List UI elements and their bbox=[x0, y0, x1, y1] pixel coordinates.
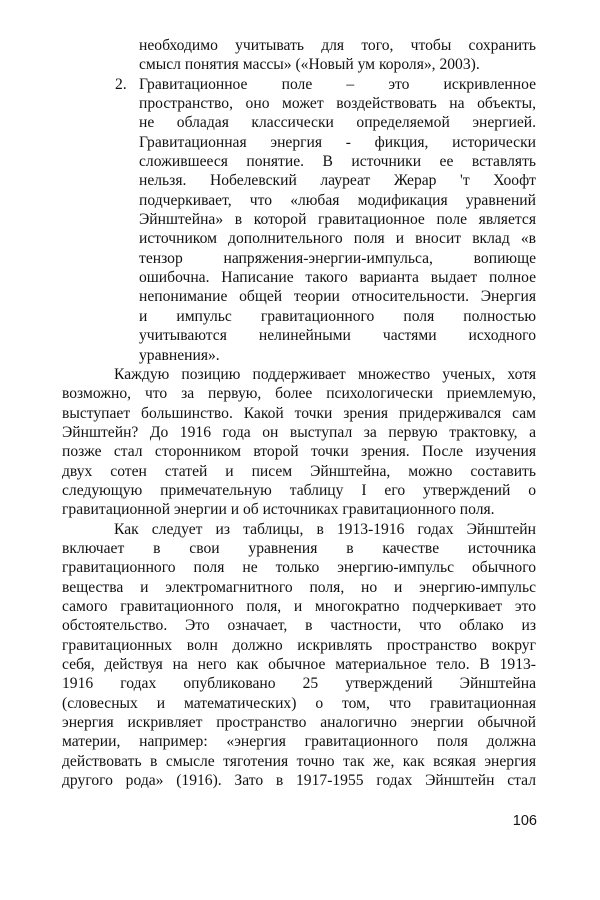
text-line: непонимание общей теории относительности. Энергия bbox=[139, 288, 536, 306]
text-line: энергия искривляет пространство аналогично энергии обычной bbox=[62, 714, 536, 732]
text-line-content: Гравитационное поле – это искривленное bbox=[139, 75, 536, 93]
text-line: позже стал сторонником второй точки зрения. После изучения bbox=[62, 443, 536, 461]
list-item-2 bbox=[62, 75, 536, 365]
text-line: себя, действуя на него как обычное материальное тело. В 1913- bbox=[62, 656, 536, 673]
page-number: 106 bbox=[512, 813, 537, 829]
text-line: и импульс гравитационного поля полностью bbox=[139, 307, 536, 325]
page-body bbox=[62, 36, 536, 790]
text-line: тензор напряжения-энергии-импульса, вопиюще bbox=[139, 249, 536, 267]
text-line: материи, например: «энергия гравитационного поля должна bbox=[62, 733, 536, 751]
text-line: гравитационного поля не только энергию-импульс обычного bbox=[62, 559, 536, 577]
paragraph bbox=[62, 520, 536, 791]
text-line: необходимо учитывать для того, чтобы сохранить bbox=[139, 37, 536, 54]
text-line bbox=[115, 75, 536, 94]
text-line: гравитационной энергии и об источниках гравитационного поля. bbox=[62, 501, 495, 519]
text-line: (словесных и математических) о том, что гравитационная bbox=[62, 694, 536, 712]
text-line: Эйнштейн? До 1916 года он выступал за первую трактовку, а bbox=[62, 423, 536, 441]
text-line: действовать в смысле тяготения точно так же, как всякая энергия bbox=[62, 752, 536, 770]
numbered-list bbox=[62, 36, 536, 365]
list-number: 2. bbox=[115, 75, 127, 93]
text-line: Как следует из таблицы, в 1913-1916 годах Эйнштейн bbox=[114, 520, 536, 538]
paragraph bbox=[62, 365, 536, 520]
text-line: Каждую позицию поддерживает множество ученых, хотя bbox=[114, 365, 536, 383]
text-line: сложившееся понятие. В источники ее вставлять bbox=[139, 153, 536, 171]
text-line: выступает большинство. Какой точки зрения придерживался сам bbox=[62, 404, 536, 422]
text-line: обстоятельство. Это означает, в частности, что облако из bbox=[62, 617, 536, 635]
text-line: вещества и электромагнитного поля, но и энергию-импульс bbox=[62, 578, 536, 596]
text-line: Гравитационная энергия - фикция, исторически bbox=[139, 133, 536, 151]
text-line: подчеркивает, что «любая модификация уравнений bbox=[139, 191, 536, 209]
text-line: двух сотен статей и писем Эйнштейна, можно составить bbox=[62, 462, 536, 480]
text-line: другого рода» (1916). Зато в 1917-1955 годах Эйнштейн стал bbox=[62, 772, 536, 790]
text-line: нельзя. Нобелевский лауреат Жерар 'т Хоофт bbox=[139, 172, 536, 190]
text-line: уравнения». bbox=[139, 346, 220, 364]
text-line: Эйнштейна» в которой гравитационное поле является bbox=[139, 211, 536, 229]
text-line: учитываются нелинейными частями исходного bbox=[139, 327, 536, 345]
text-line: пространство, оно может воздействовать на объекты, bbox=[139, 95, 536, 113]
text-line: источником дополнительного поля и вносит вклад «в bbox=[139, 230, 536, 248]
list-item-1-continuation bbox=[62, 36, 536, 75]
text-line: включает в свои уравнения в качестве источника bbox=[62, 539, 536, 557]
text-line: ошибочна. Написание такого варианта выдает полное bbox=[139, 269, 536, 287]
text-line: гравитационных волн должно искривлять пространство вокруг bbox=[62, 636, 536, 654]
text-line: 1916 годах опубликовано 25 утверждений Эйнштейна bbox=[62, 675, 536, 693]
text-line: возможно, что за первую, более психологически приемлемую, bbox=[62, 385, 536, 403]
text-line: самого гравитационного поля, и многократно подчеркивает это bbox=[62, 597, 536, 615]
text-line: смысл понятия массы» («Новый ум короля», 2003). bbox=[139, 56, 480, 74]
text-line: следующую примечательную таблицу I его утверждений о bbox=[62, 481, 536, 499]
text-line: не обладая классически определяемой энергией. bbox=[139, 114, 536, 132]
